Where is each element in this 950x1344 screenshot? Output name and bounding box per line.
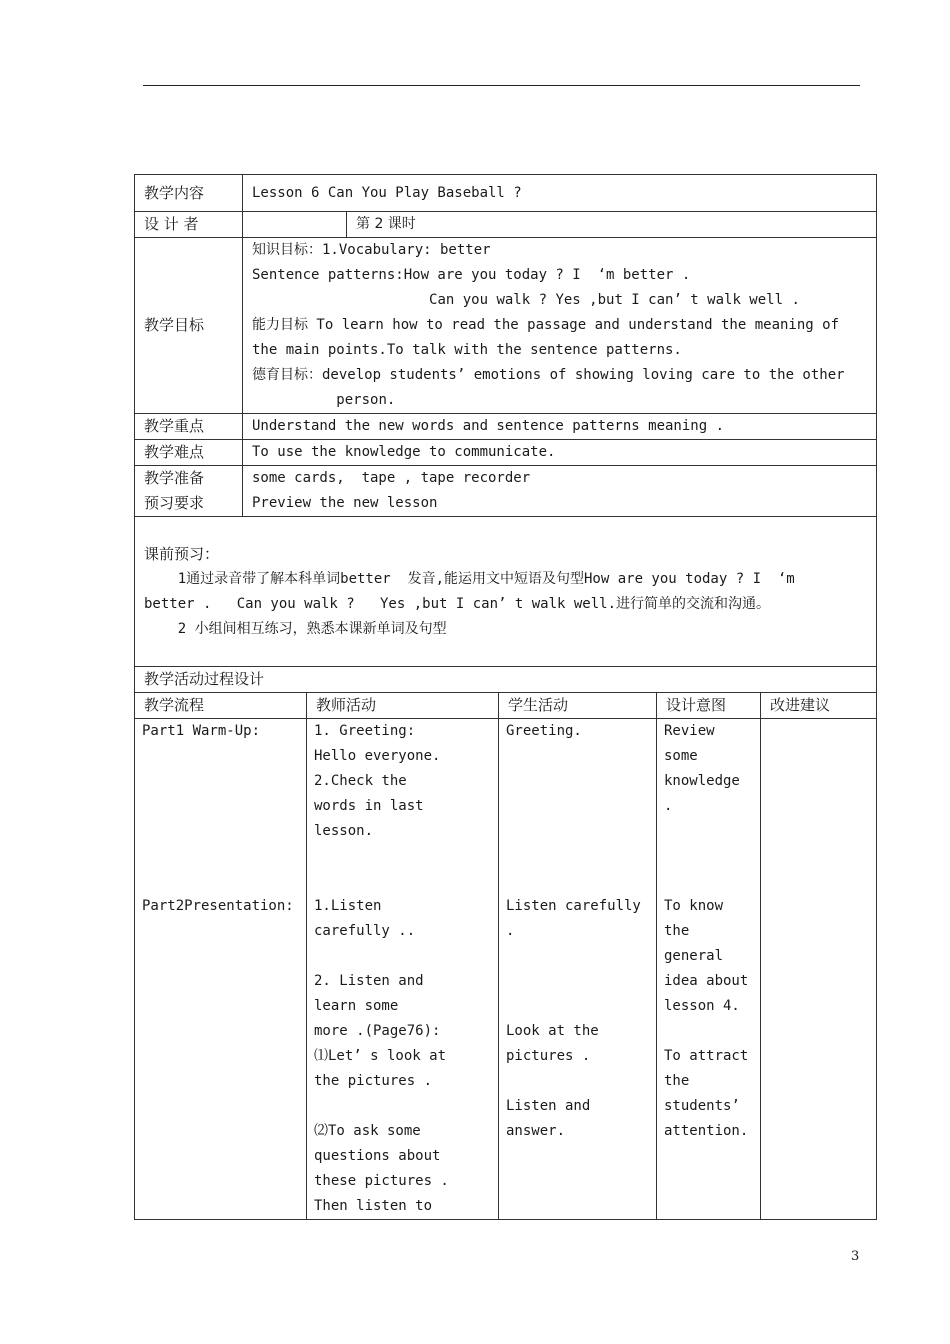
preparation-labels [135, 466, 243, 517]
designer-label: 设 计 者 [135, 212, 243, 238]
teacher-activity-line: 2. Listen and [314, 973, 424, 989]
content-value: Lesson 6 Can You Play Baseball ? [243, 175, 877, 212]
key-points-value: Understand the new words and sentence patterns meaning . [243, 414, 877, 440]
improve-column [761, 719, 877, 1220]
design-intent-line: To attract [664, 1048, 749, 1064]
design-intent-line [664, 869, 753, 894]
preview-line: 1通过录音带了解本科单词better 发音,能运用文中短语及句型How are you today ? I ‘m [144, 571, 795, 587]
design-intent-line: knowledge [664, 773, 740, 789]
student-activity-line: . [506, 923, 515, 939]
flow-line [142, 819, 299, 844]
teacher-activity-line: 1. Greeting: [314, 723, 416, 739]
teacher-activity-line [314, 1094, 491, 1119]
student-activity-line: Listen carefully [506, 898, 641, 914]
header-flow: 教学流程 [135, 693, 307, 719]
student-activity-line: Greeting. [506, 723, 582, 739]
teacher-activity-line: ⑵To ask some [314, 1123, 421, 1139]
design-intent-line [664, 844, 753, 869]
objective-line: the main points.To talk with the sentence patterns. [252, 342, 682, 358]
design-intent-line: Review [664, 723, 715, 739]
row-objectives [135, 238, 877, 414]
row-content [135, 175, 877, 212]
row-difficulties [135, 440, 877, 466]
row-key-points [135, 414, 877, 440]
student-activity-line [506, 819, 649, 844]
design-intent-line: idea about [664, 973, 749, 989]
student-activity-line [506, 994, 649, 1019]
header-rule [143, 85, 860, 86]
design-intent-line: the [664, 923, 690, 939]
teacher-activity-line: these pictures . [314, 1173, 449, 1189]
objective-line: 知识目标：1.Vocabulary: better [252, 242, 491, 258]
row-preparation [135, 466, 877, 517]
teacher-activity-line [314, 844, 491, 869]
preparation-value: some cards, tape , tape recorder [252, 470, 531, 486]
teacher-activity-line: the pictures . [314, 1073, 433, 1089]
preparation-label: 教学准备 [144, 469, 205, 487]
design-intent-line [664, 819, 753, 844]
preparation-values [243, 466, 877, 517]
student-activity-line: pictures . [506, 1048, 591, 1064]
design-intent-line: general [664, 948, 724, 964]
teacher-activity-line: questions about [314, 1148, 441, 1164]
student-activity-line [506, 794, 649, 819]
row-preview [135, 517, 877, 667]
student-activity-line: answer. [506, 1123, 566, 1139]
teacher-column [307, 719, 499, 1220]
preview-section [135, 517, 877, 667]
flow-line [142, 744, 299, 769]
designer-value [243, 212, 347, 238]
design-intent-line: attention. [664, 1123, 749, 1139]
objective-line: Can you walk ? Yes ,but I can’ t walk well . [252, 292, 800, 308]
flow-line [142, 844, 299, 869]
student-activity-line [506, 869, 649, 894]
design-intent-line: some [664, 748, 698, 764]
preview-line: 2 小组间相互练习，熟悉本课新单词及句型 [144, 621, 447, 637]
student-activity-line: Listen and [506, 1098, 591, 1114]
content-label: 教学内容 [135, 175, 243, 212]
flow-line [142, 769, 299, 794]
flow-line [142, 869, 299, 894]
header-teacher: 教师活动 [307, 693, 499, 719]
design-intent-line: students’ [664, 1098, 740, 1114]
row-process-headers [135, 693, 877, 719]
flow-line [142, 794, 299, 819]
design-intent-line: lesson 4. [664, 998, 740, 1014]
student-activity-line [506, 744, 649, 769]
design-intent-line: . [664, 798, 673, 814]
teacher-activity-line: Hello everyone. [314, 748, 441, 764]
row-process-body [135, 719, 877, 1220]
flow-column [135, 719, 307, 1220]
row-process-title [135, 667, 877, 693]
design-intent-line: To know [664, 898, 724, 914]
objective-line: person. [252, 392, 396, 408]
teacher-activity-line: carefully .. [314, 923, 416, 939]
student-activity-line: Look at the [506, 1023, 599, 1039]
teacher-activity-line [314, 944, 491, 969]
design-intent-line: the [664, 1073, 690, 1089]
teacher-activity-line: 1.Listen [314, 898, 382, 914]
student-activity-line [506, 844, 649, 869]
teacher-activity-line: more .(Page76): [314, 1023, 441, 1039]
objective-line: Sentence patterns:How are you today ? I ‘m better . [252, 267, 691, 283]
objectives-label: 教学目标 [135, 238, 243, 414]
preview-requirement-label: 预习要求 [144, 494, 205, 512]
flow-line: Part1 Warm-Up: [142, 723, 261, 739]
process-title: 教学活动过程设计 [135, 667, 877, 693]
preview-heading: 课前预习： [144, 545, 220, 563]
preview-line: better . Can you walk ? Yes ,but I can’ t walk well.进行简单的交流和沟通。 [144, 596, 771, 612]
teacher-activity-line: 2.Check the [314, 773, 407, 789]
objective-line: 能力目标 To learn how to read the passage and understand the meaning of [252, 317, 840, 333]
design-intent-line [664, 1019, 753, 1044]
page-number: 3 [851, 1249, 860, 1264]
teacher-activity-line: ⑴Let’ s look at [314, 1048, 447, 1064]
teacher-activity-line: learn some [314, 998, 399, 1014]
teacher-activity-line: lesson. [314, 823, 374, 839]
teacher-activity-line [314, 869, 491, 894]
objective-line: 德育目标：develop students’ emotions of showing loving care to the other [252, 367, 845, 383]
flow-line: Part2Presentation: [142, 898, 294, 914]
row-designer [135, 212, 877, 238]
student-activity-line [506, 969, 649, 994]
student-activity-line [506, 769, 649, 794]
student-column [499, 719, 657, 1220]
lesson-plan-table [134, 174, 877, 1220]
lesson-period: 第 2 课时 [347, 212, 877, 238]
student-activity-line [506, 1069, 649, 1094]
difficulties-label: 教学难点 [135, 440, 243, 466]
header-intent: 设计意图 [657, 693, 761, 719]
preview-requirement-value: Preview the new lesson [252, 495, 438, 511]
header-improve: 改进建议 [761, 693, 877, 719]
teacher-activity-line: words in last [314, 798, 424, 814]
difficulties-value: To use the knowledge to communicate. [243, 440, 877, 466]
header-student: 学生活动 [499, 693, 657, 719]
objectives-text [243, 238, 877, 414]
teacher-activity-line: Then listen to [314, 1198, 433, 1214]
key-points-label: 教学重点 [135, 414, 243, 440]
intent-column [657, 719, 761, 1220]
student-activity-line [506, 944, 649, 969]
